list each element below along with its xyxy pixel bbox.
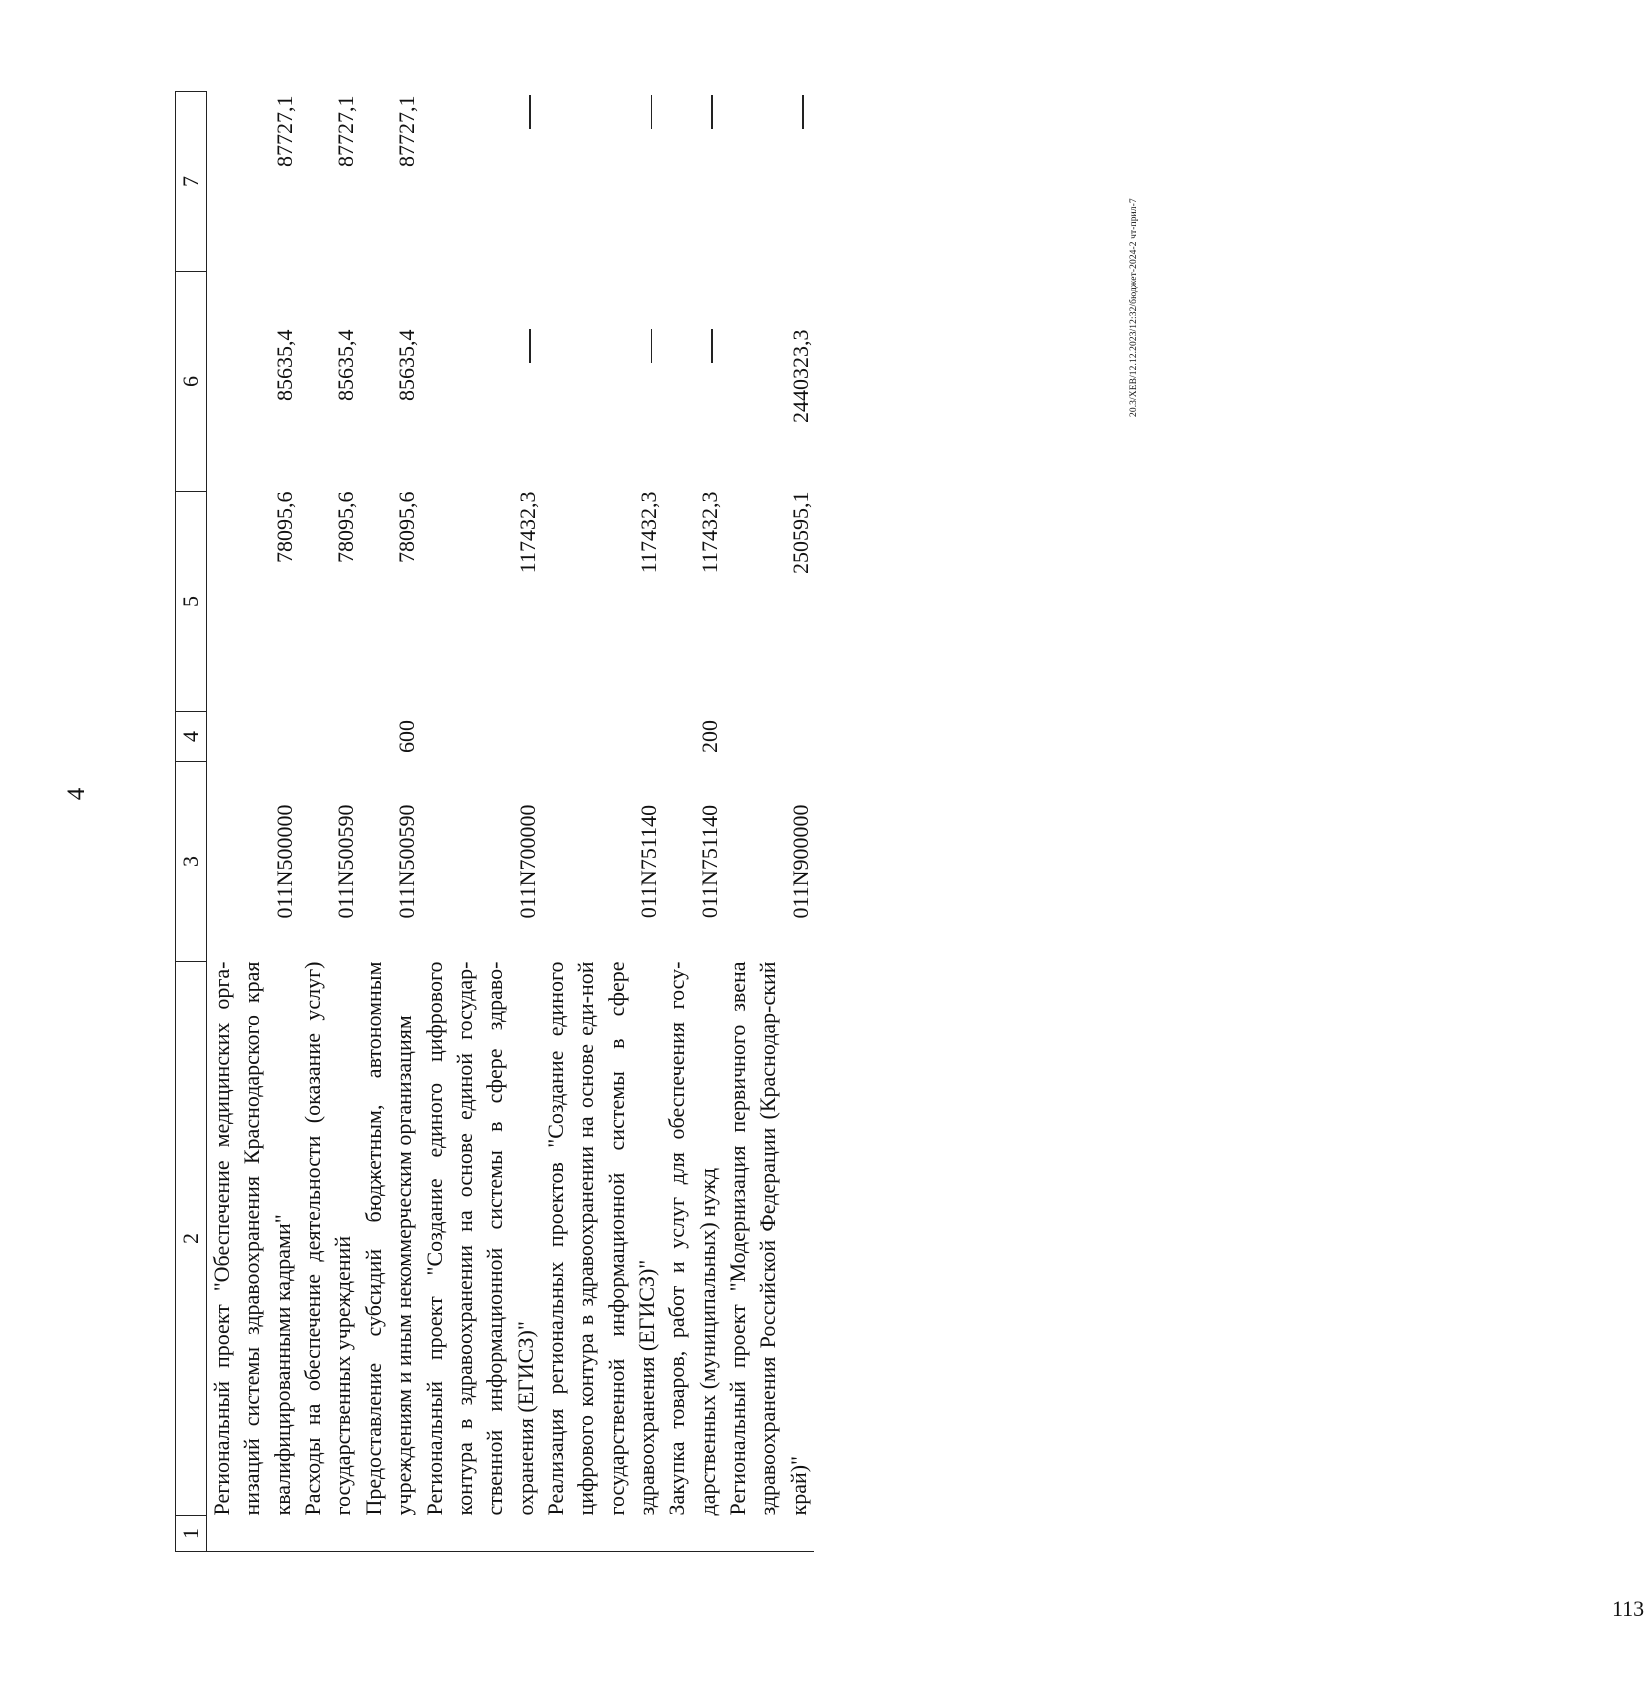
row-code: 011N500590 [332, 804, 358, 919]
row-amount-col6: 85635,4 [272, 329, 298, 401]
row-amount-col7: 87727,1 [393, 95, 419, 167]
row-index-cell [207, 1516, 299, 1552]
column-header-1: 1 [176, 1516, 207, 1552]
row-amount-col7 [662, 92, 723, 272]
row-description: Региональный проект "Создание единого цифрового контура в здравоохранении на основе единой государ-ственной информационной системы в сфере здраво-охранения (ЕГИСЗ)" [421, 961, 538, 1516]
row-amount-col6: 85635,4 [393, 329, 419, 401]
column-header-2: 2 [176, 962, 207, 1516]
row-code: 011N500590 [393, 804, 419, 919]
row-expense-type: 600 [393, 720, 419, 753]
row-amount-col5: 78095,6 [272, 491, 298, 563]
row-amount-col6: 85635,4 [332, 329, 358, 401]
row-amount-col6: 2440323,3 [788, 329, 814, 423]
row-code: 011N500000 [272, 804, 298, 919]
dash-mark [711, 330, 712, 364]
row-expense-type [723, 712, 814, 762]
page-number: 4 [63, 787, 90, 801]
row-description: Региональный проект "Обеспечение медицинских орга-низаций системы здравоохранения Краснодарского края квалифицированными кадрами" [209, 961, 295, 1516]
row-amount-col6 [420, 272, 541, 492]
table-row [298, 92, 359, 1552]
row-index-cell [359, 1516, 420, 1552]
table-row [541, 92, 662, 1552]
document-footer-path: 20.3/ХЕВ/12.12.2023/12:32/бюджет-2024-2 чт-прил-7 [1129, 198, 1139, 417]
row-amount-col7: 87727,1 [332, 95, 358, 167]
table-row [662, 92, 723, 1552]
row-index-cell [723, 1516, 814, 1552]
column-header-4: 4 [176, 712, 207, 762]
row-description: Предоставление субсидий бюджетным, автономным учреждениям и иным некоммерческим организациям [360, 961, 417, 1516]
table-header [176, 92, 207, 1552]
row-expense-type [298, 712, 359, 762]
row-amount-col7 [420, 92, 541, 272]
row-code: 011N751140 [697, 804, 723, 919]
row-amount-col6 [662, 272, 723, 492]
row-code: 011N751140 [636, 804, 662, 919]
budget-table [175, 91, 814, 1552]
row-description: Закупка товаров, работ и услуг для обеспечения госу-дарственных (муниципальных) нужд [664, 961, 720, 1516]
column-header-7: 7 [176, 92, 207, 272]
column-header-6: 6 [176, 272, 207, 492]
table-row [207, 92, 299, 1552]
column-header-5: 5 [176, 492, 207, 712]
row-code: 011N700000 [514, 804, 540, 919]
row-expense-type [207, 712, 299, 762]
row-amount-col5: 117432,3 [514, 491, 540, 574]
row-amount-col7: 87727,1 [272, 95, 298, 167]
row-description: Реализация региональных проектов "Создание единого цифрового контура в здравоохранении на основе еди-ной государственной информационной системы в сфере здравоохранения (ЕГИСЗ)" [542, 961, 660, 1516]
column-header-3: 3 [176, 762, 207, 962]
row-description: Расходы на обеспечение деятельности (оказание услуг) государственных учреждений [300, 961, 356, 1516]
row-description: Региональный проект "Модернизация первичного звена здравоохранения Российской Федерации (Краснодар-ский край)" [725, 961, 811, 1516]
header-row [176, 92, 207, 1552]
row-amount-col6 [541, 272, 662, 492]
dash-mark [711, 96, 712, 130]
row-amount-col5: 78095,6 [332, 491, 358, 563]
row-amount-col5: 250595,1 [788, 491, 814, 574]
dash-mark [651, 330, 652, 364]
row-index-cell [298, 1516, 359, 1552]
row-expense-type [541, 712, 662, 762]
dash-mark [529, 96, 530, 130]
row-index-cell [420, 1516, 541, 1552]
row-code: 011N900000 [788, 804, 814, 919]
row-amount-col5: 117432,3 [697, 491, 723, 574]
row-index-cell [541, 1516, 662, 1552]
dash-mark [802, 96, 803, 130]
row-amount-col5: 117432,3 [636, 491, 662, 574]
table-body [207, 92, 815, 1552]
dash-mark [529, 330, 530, 364]
sheet-number: 113 [1612, 1596, 1644, 1621]
table-row [723, 92, 814, 1552]
table-row [420, 92, 541, 1552]
dash-mark [651, 96, 652, 130]
row-amount-col7 [723, 92, 814, 272]
row-amount-col7 [541, 92, 662, 272]
row-index-cell [662, 1516, 723, 1552]
table-row [359, 92, 420, 1552]
row-amount-col5: 78095,6 [393, 491, 419, 563]
row-expense-type: 200 [697, 720, 723, 753]
row-expense-type [420, 712, 541, 762]
